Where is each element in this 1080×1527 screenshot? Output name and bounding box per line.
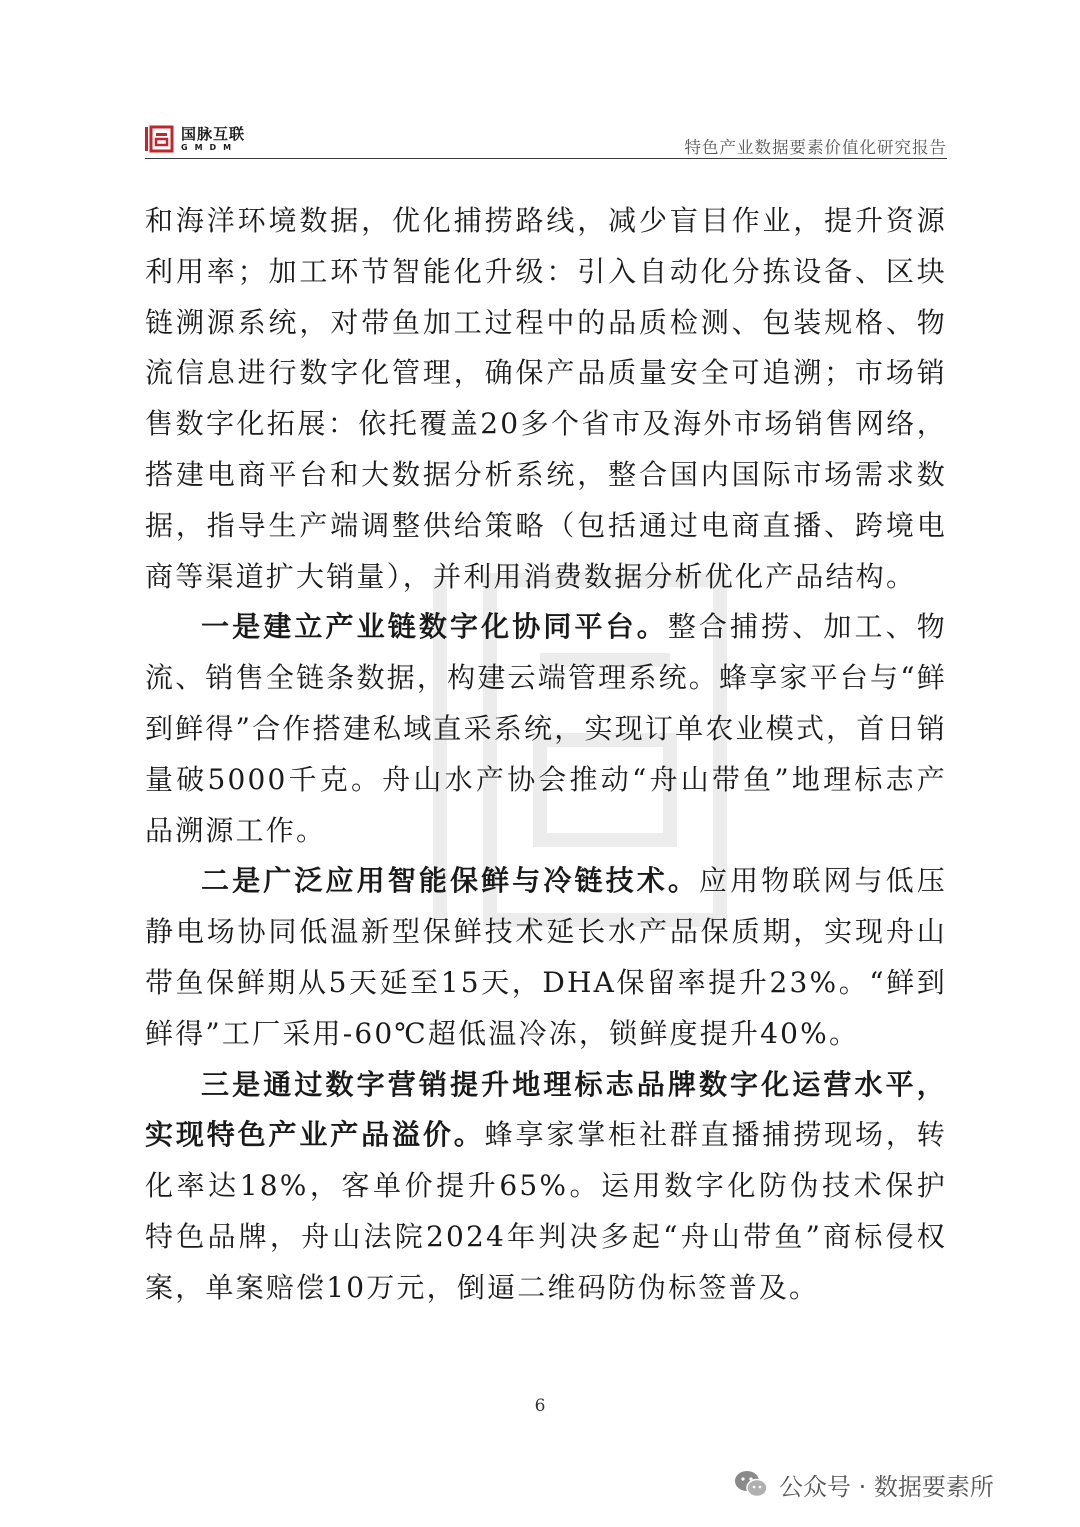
- paragraph-platform: [145, 602, 947, 856]
- gmdm-logo-icon: [145, 124, 175, 154]
- report-title: 特色产业数据要素价值化研究报告: [684, 138, 947, 157]
- paragraph-digital-marketing: [145, 1060, 947, 1314]
- paragraph-text: 整合捕捞、加工、物流、销售全链条数据，构建云端管理系统。蜂享家平台与“鲜到鲜得”合作搭建私域直采系统，实现订单农业模式，首日销量破5000千克。舟山水产协会推动“舟山带鱼”地理标志产品溯源工作。: [145, 610, 947, 847]
- logo-english-name: GMDM: [181, 142, 239, 152]
- paragraph-heading: 一是建立产业链数字化协同平台。: [201, 610, 668, 644]
- paragraph-continuation: [145, 196, 947, 602]
- paragraph-heading: 二是广泛应用智能保鲜与冷链技术。: [201, 864, 699, 898]
- paragraph-text: 蜂享家掌柜社群直播捕捞现场，转化率达18%，客单价提升65%。运用数字化防伪技术保护特色品牌，舟山法院2024年判决多起“舟山带鱼”商标侵权案，单案赔偿10万元，倒逼二维码防伪标签普及。: [145, 1118, 947, 1304]
- page-header: [145, 120, 947, 159]
- logo-chinese-name: 国脉互联: [181, 124, 246, 143]
- document-body: [145, 196, 947, 1314]
- paragraph-text: 应用物联网与低压静电场协同低温新型保鲜技术延长水产品保质期，实现舟山带鱼保鲜期从5天延至15天，DHA保留率提升23%。“鲜到鲜得”工厂采用-60℃超低温冷冻，锁鲜度提升40%。: [145, 864, 948, 1050]
- wechat-icon: [733, 1469, 769, 1499]
- source-watermark: [733, 1462, 994, 1506]
- paragraph-heading: 三是通过数字营销提升地理标志品牌数字化运营水平，实现特色产业产品溢价。: [145, 1067, 947, 1152]
- page-number: 6: [534, 1396, 546, 1416]
- paragraph-text: 和海洋环境数据，优化捕捞路线，减少盲目作业，提升资源利用率；加工环节智能化升级：引入自动化分拣设备、区块链溯源系统，对带鱼加工过程中的品质检测、包装规格、物流信息进行数字化管理，确保产品质量安全可追溯；市场销售数字化拓展：依托覆盖20多个省市及海外市场销售网络，搭建电商平台和大数据分析系统，整合国内国际市场需求数据，指导生产端调整供给策略（包括通过电商直播、跨境电商等渠道扩大销量），并利用消费数据分析优化产品结构。: [145, 204, 947, 593]
- paragraph-cold-chain: [145, 856, 947, 1059]
- source-label: 公众号 · 数据要素所: [779, 1472, 994, 1501]
- company-logo: [145, 124, 245, 154]
